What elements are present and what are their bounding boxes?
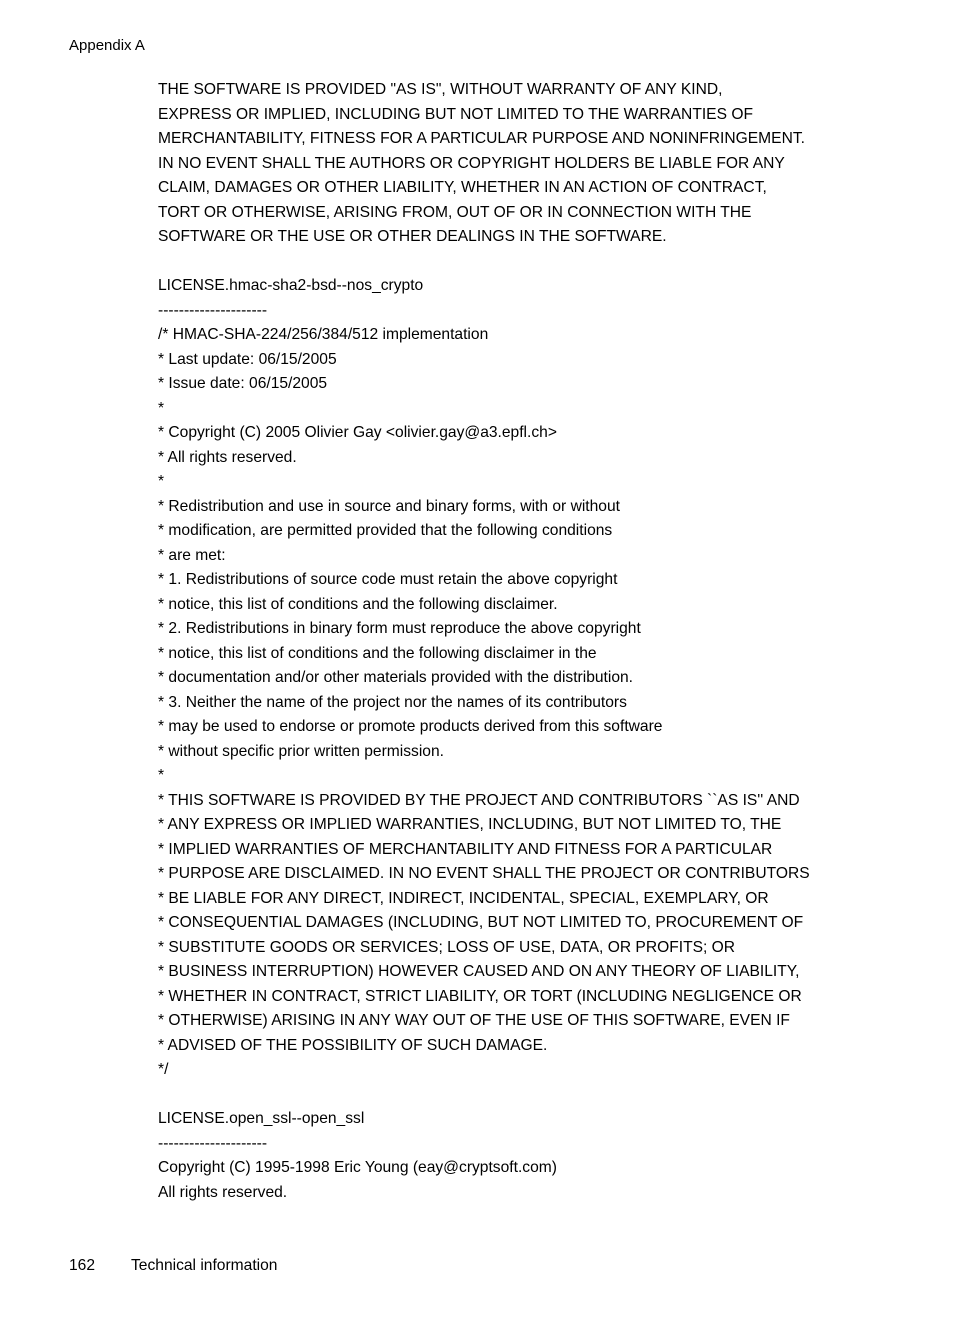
text-line: * notice, this list of conditions and the following disclaimer. [158, 595, 558, 613]
text-line: LICENSE.open_ssl--open_ssl [158, 1110, 365, 1127]
text-line: * 1. Redistributions of source code must retain the above copyright [158, 571, 618, 588]
text-line: * BUSINESS INTERRUPTION) HOWEVER CAUSED AND ON ANY THEORY OF LIABILITY, [158, 963, 800, 980]
text-line: * Issue date: 06/15/2005 [158, 375, 328, 392]
text-line: * [158, 399, 165, 417]
license-text-body [158, 78, 858, 1205]
text-line: * IMPLIED WARRANTIES OF MERCHANTABILITY AND FITNESS FOR A PARTICULAR [158, 840, 773, 858]
text-line: * 3. Neither the name of the project nor the names of its contributors [158, 693, 627, 711]
text-line: EXPRESS OR IMPLIED, INCLUDING BUT NOT LIMITED TO THE WARRANTIES OF [158, 105, 753, 123]
text-line: LICENSE.hmac-sha2-bsd--nos_crypto [158, 277, 424, 294]
text-line: * PURPOSE ARE DISCLAIMED. IN NO EVENT SHALL THE PROJECT OR CONTRIBUTORS [158, 865, 810, 882]
text-line: * ANY EXPRESS OR IMPLIED WARRANTIES, INCLUDING, BUT NOT LIMITED TO, THE [158, 816, 782, 833]
text-line: * without specific prior written permission. [158, 742, 444, 760]
text-line: * notice, this list of conditions and the following disclaimer in the [158, 644, 597, 662]
text-line: * [158, 473, 165, 490]
text-line: * 2. Redistributions in binary form must reproduce the above copyright [158, 620, 641, 637]
running-header [69, 36, 145, 56]
footer-section-title: Technical information [131, 1257, 278, 1274]
text-line: * All rights reserved. [158, 448, 297, 466]
running-title: Appendix A [69, 37, 145, 54]
text-line: THE SOFTWARE IS PROVIDED "AS IS", WITHOUT WARRANTY OF ANY KIND, [158, 81, 723, 98]
text-line: IN NO EVENT SHALL THE AUTHORS OR COPYRIGHT HOLDERS BE LIABLE FOR ANY [158, 154, 785, 172]
text-line: SOFTWARE OR THE USE OR OTHER DEALINGS IN THE SOFTWARE. [158, 228, 667, 245]
text-line: * ADVISED OF THE POSSIBILITY OF SUCH DAMAGE. [158, 1036, 548, 1054]
blank-line [158, 1083, 858, 1108]
text-line: * CONSEQUENTIAL DAMAGES (INCLUDING, BUT NOT LIMITED TO, PROCUREMENT OF [158, 914, 804, 931]
text-line: --------------------- [158, 301, 268, 319]
text-line: * are met: [158, 546, 226, 564]
text-line: * SUBSTITUTE GOODS OR SERVICES; LOSS OF USE, DATA, OR PROFITS; OR [158, 938, 736, 956]
text-line: * BE LIABLE FOR ANY DIRECT, INDIRECT, INCIDENTAL, SPECIAL, EXEMPLARY, OR [158, 889, 769, 907]
text-line: * WHETHER IN CONTRACT, STRICT LIABILITY, OR TORT (INCLUDING NEGLIGENCE OR [158, 987, 802, 1005]
text-line: /* HMAC-SHA-224/256/384/512 implementation [158, 326, 489, 343]
blank-line [158, 250, 858, 275]
text-line: * THIS SOFTWARE IS PROVIDED BY THE PROJECT AND CONTRIBUTORS ``AS IS'' AND [158, 791, 800, 809]
text-line: * modification, are permitted provided that the following conditions [158, 522, 613, 539]
text-line: * may be used to endorse or promote products derived from this software [158, 718, 663, 735]
text-line: Copyright (C) 1995-1998 Eric Young (eay@cryptsoft.com) [158, 1159, 557, 1176]
text-line: * Copyright (C) 2005 Olivier Gay <olivier.gay@a3.epfl.ch> [158, 424, 557, 441]
text-line: CLAIM, DAMAGES OR OTHER LIABILITY, WHETHER IN AN ACTION OF CONTRACT, [158, 179, 767, 196]
text-line: */ [158, 1061, 169, 1078]
text-line: --------------------- [158, 1134, 268, 1152]
page-footer [69, 1256, 277, 1276]
text-line: All rights reserved. [158, 1183, 288, 1201]
text-line: * Last update: 06/15/2005 [158, 350, 337, 368]
text-line: MERCHANTABILITY, FITNESS FOR A PARTICULAR PURPOSE AND NONINFRINGEMENT. [158, 130, 805, 147]
page-number: 162 [69, 1257, 96, 1274]
text-line: * [158, 767, 165, 784]
text-line: TORT OR OTHERWISE, ARISING FROM, OUT OF OR IN CONNECTION WITH THE [158, 203, 752, 221]
text-line: * documentation and/or other materials provided with the distribution. [158, 669, 634, 686]
text-line: * OTHERWISE) ARISING IN ANY WAY OUT OF THE USE OF THIS SOFTWARE, EVEN IF [158, 1012, 790, 1029]
text-line: * Redistribution and use in source and binary forms, with or without [158, 497, 620, 515]
